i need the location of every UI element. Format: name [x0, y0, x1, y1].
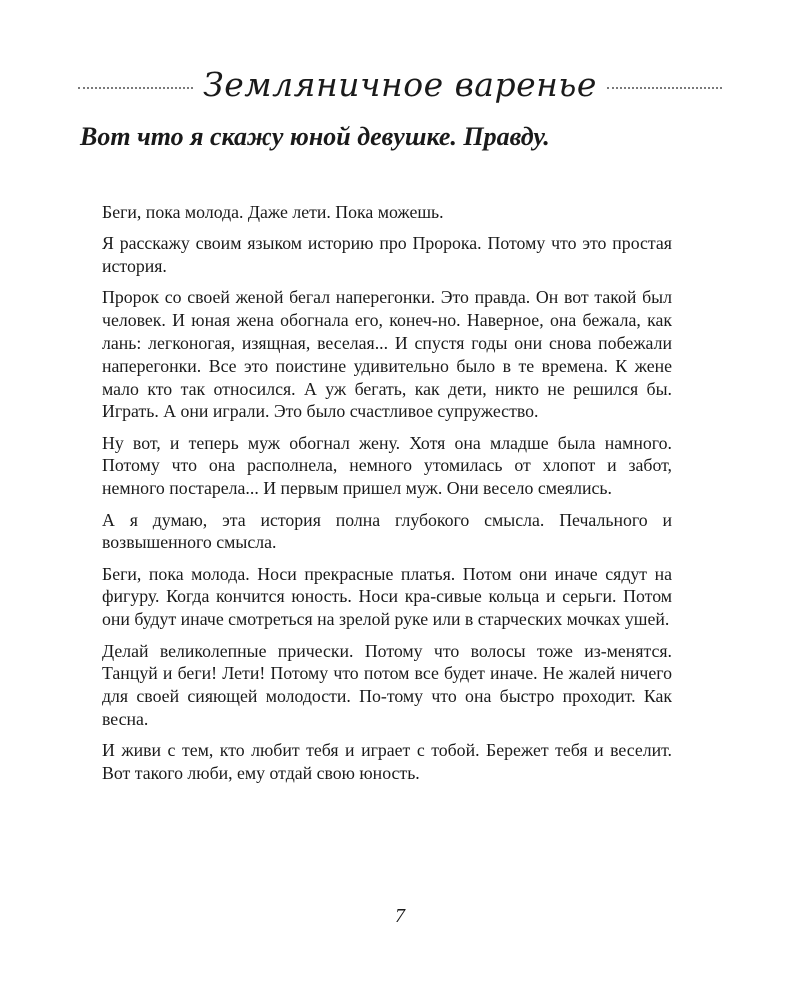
page-number: 7: [395, 905, 405, 927]
running-header: [78, 58, 722, 110]
paragraph: И живи с тем, кто любит тебя и играет с тобой. Бережет тебя и веселит. Вот такого люби, ему отдай свою юность.: [102, 740, 672, 784]
header-dotted-rule-left: [78, 87, 193, 89]
header-title: Земляничное варенье: [203, 64, 597, 104]
paragraph: Пророк со своей женой бегал наперегонки. Это правда. Он вот такой был человек. И юная жена обогнала его, конеч-но. Наверное, она бежала, как лань: легконогая, изящная, веселая... И спустя годы они снова побежали наперегонки. Все это поистине удивительно было в те времена. К жене мало кто так относился. А уж бегать, как дети, никто не решился бы. Играть. А они играли. Это было счастливое супружество.: [102, 287, 672, 422]
paragraph: Делай великолепные прически. Потому что волосы тоже из-менятся. Танцуй и беги! Лети! Потому что потом все будет иначе. Не жалей ничего для своей сияющей молодости. По-тому что она быстро проходит. Как весна.: [102, 640, 672, 729]
paragraph: Я расскажу своим языком историю про Пророка. Потому что это простая история.: [102, 233, 672, 277]
paragraph: Беги, пока молода. Носи прекрасные платья. Потом они иначе сядут на фигуру. Когда кончится юность. Носи кра-сивые кольца и серьги. Потом они будут иначе смотреться на зрелой руке или в старческих мочках ушей.: [102, 563, 672, 630]
chapter-subtitle: Вот что я скажу юной девушке. Правду.: [80, 122, 550, 151]
body-text: [102, 201, 672, 793]
paragraph: А я думаю, эта история полна глубокого смысла. Печального и возвышенного смысла.: [102, 509, 672, 553]
paragraph: Беги, пока молода. Даже лети. Пока можешь.: [102, 202, 444, 222]
header-dotted-rule-right: [607, 87, 722, 89]
paragraph: Ну вот, и теперь муж обогнал жену. Хотя она младше была намного. Потому что она располнела, немного утомилась от хлопот и забот, немного постарела... И первым пришел муж. Они весело смеялись.: [102, 432, 672, 499]
